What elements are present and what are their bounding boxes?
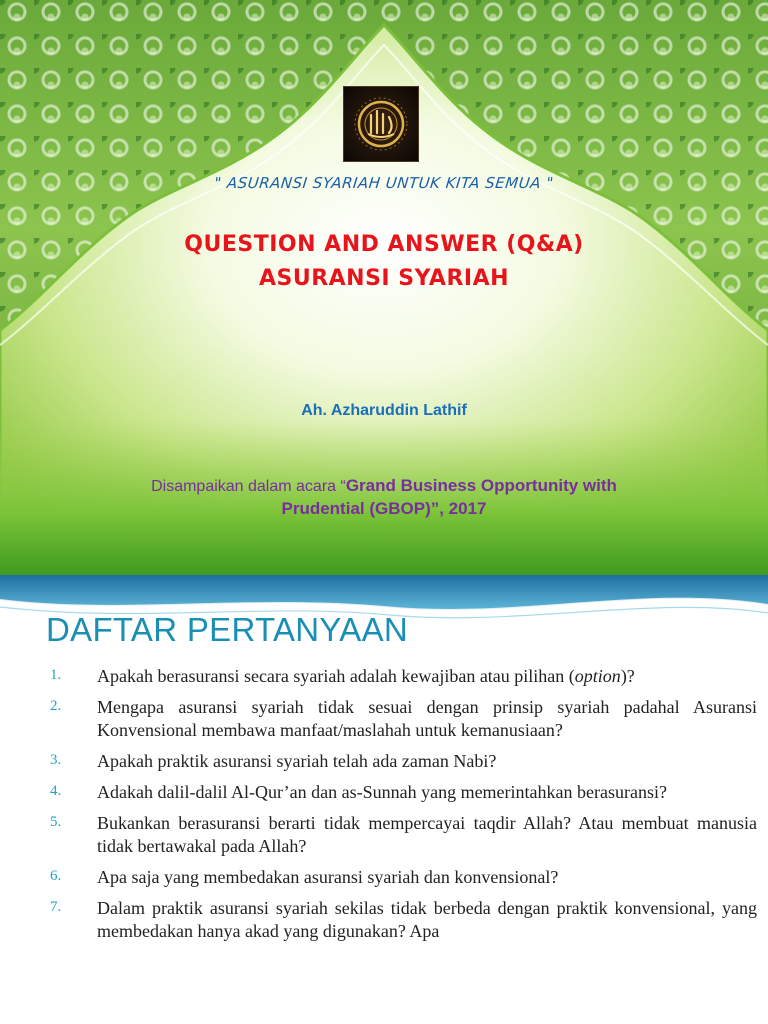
item-number: 1. [50, 667, 62, 683]
title-line-1: QUESTION AND ANSWER (Q&A) [184, 232, 584, 257]
event-name-line-2: Prudential (GBOP) [281, 499, 431, 518]
item-text: Mengapa asuransi syariah tidak sesuai dengan prinsip syariah padahal Asuransi Konvensional membawa manfaat/maslahah untuk kemanusiaan? [97, 697, 757, 740]
event-info [0, 475, 768, 521]
section-heading: DAFTAR PERTANYAAN [46, 611, 409, 648]
list-item [0, 750, 768, 773]
item-text: Apakah praktik asuransi syariah telah ada zaman Nabi? [97, 751, 497, 771]
list-item [0, 812, 768, 858]
list-item [0, 665, 768, 688]
item-text: Apakah berasuransi secara syariah adalah kewajiban atau pilihan (option)? [97, 666, 635, 686]
list-item [0, 897, 768, 943]
title-line-2: ASURANSI SYARIAH [258, 266, 510, 291]
item-number: 3. [50, 752, 62, 768]
item-text: Dalam praktik asuransi syariah sekilas tidak berbeda dengan praktik konvensional, yang membedakan hanya akad yang digunakan? Apa [97, 898, 757, 941]
question-list-slide [0, 575, 768, 1024]
list-item [0, 866, 768, 889]
tagline: " ASURANSI SYARIAH UNTUK KITA SEMUA " [213, 174, 555, 192]
item-number: 7. [50, 899, 62, 915]
event-name-line-1: Grand Business Opportunity with [345, 476, 617, 495]
item-number: 6. [50, 868, 62, 884]
item-text: Bukankan berasuransi berarti tidak mempercayai taqdir Allah? Atau membuat manusia tidak bertawakal pada Allah? [97, 813, 757, 856]
item-text: Apa saja yang membedakan asuransi syariah dan konvensional? [97, 867, 559, 887]
item-number: 2. [50, 698, 62, 714]
author-name: Ah. Azharuddin Lathif [301, 402, 467, 419]
item-text: Adakah dalil-dalil Al-Qur’an dan as-Sunnah yang memerintahkan berasuransi? [97, 782, 667, 802]
question-list [0, 665, 768, 951]
list-item [0, 696, 768, 742]
allah-calligraphy-icon [344, 87, 418, 161]
item-emphasis: option [574, 666, 621, 686]
event-prefix: Disampaikan dalam acara “ [151, 478, 346, 495]
list-item [0, 781, 768, 804]
item-number: 4. [50, 783, 62, 799]
item-number: 5. [50, 814, 62, 830]
event-suffix: ”, 2017 [430, 499, 487, 518]
allah-calligraphy-logo [343, 86, 419, 162]
